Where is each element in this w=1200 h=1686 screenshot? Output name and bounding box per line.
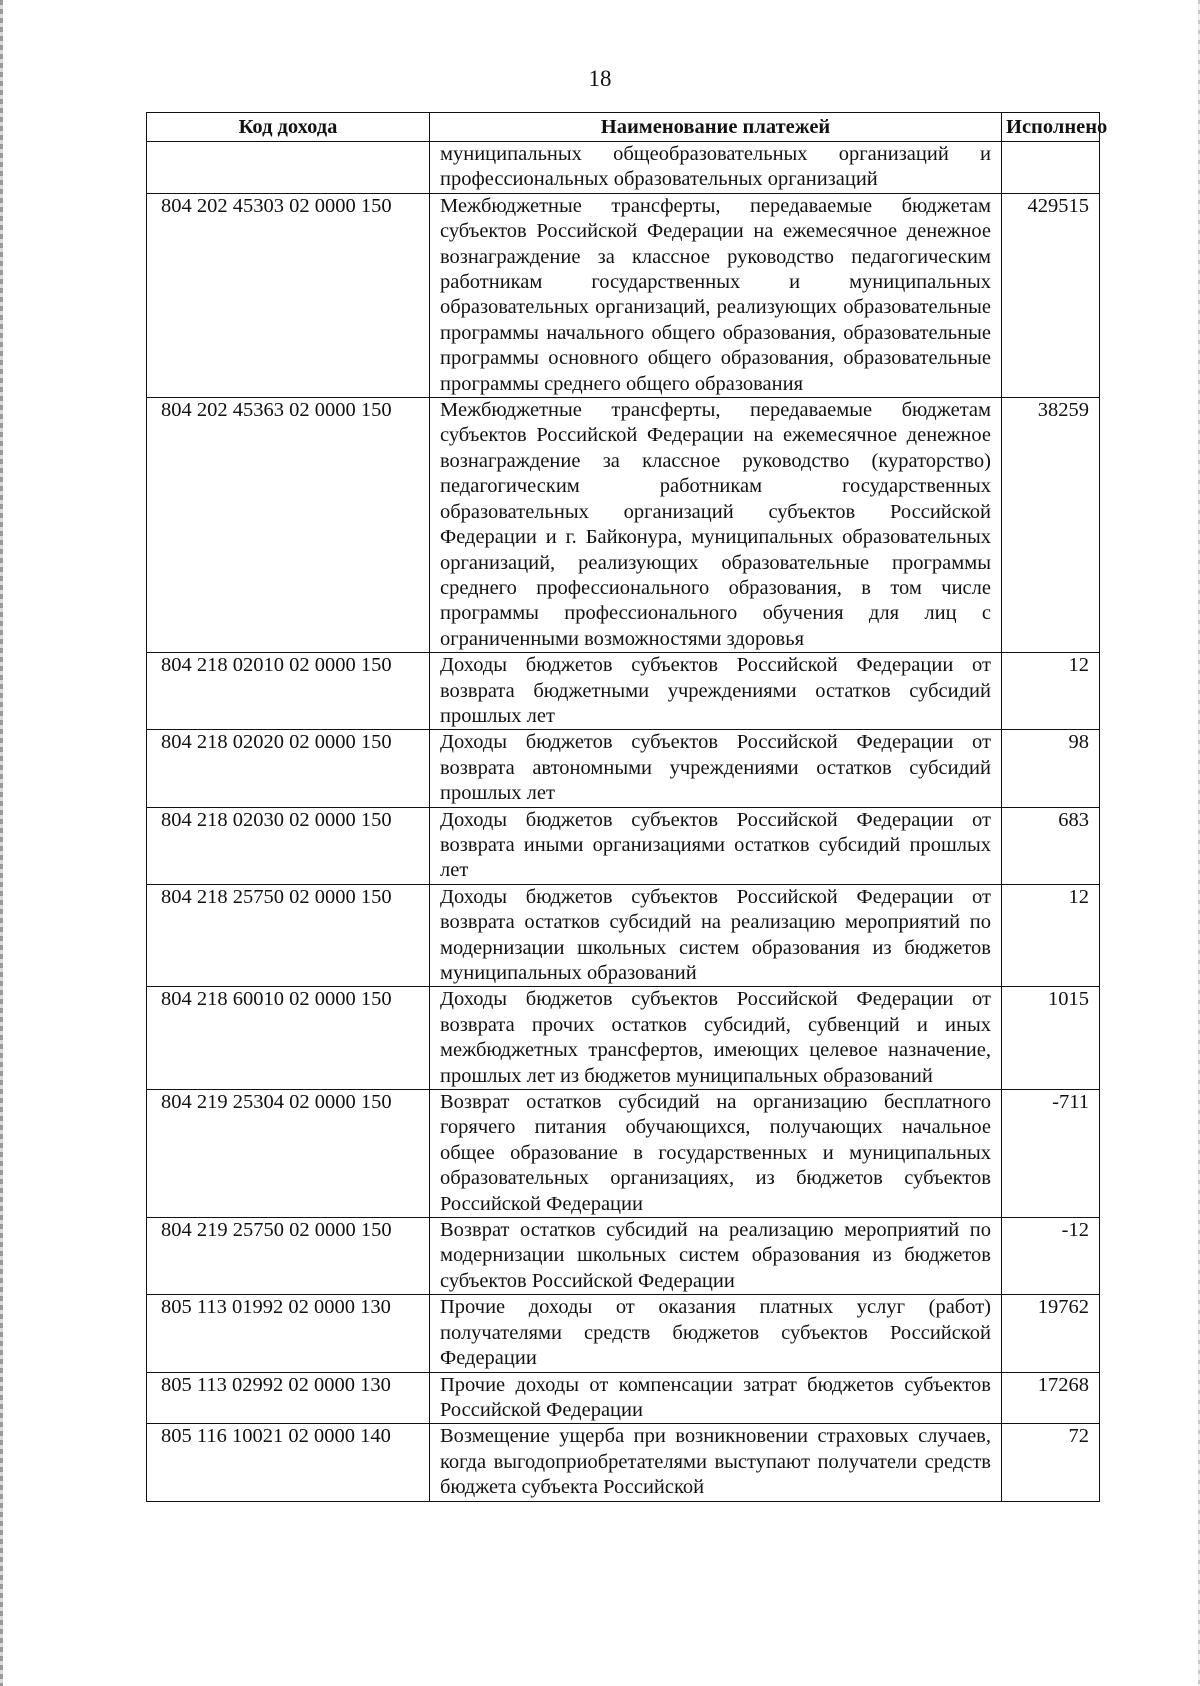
- table-row: [147, 1218, 1100, 1295]
- revenue-code: 804 219 25750 02 0000 150: [147, 1218, 430, 1295]
- executed-amount: -711: [1002, 1090, 1100, 1218]
- table-row: [147, 1424, 1100, 1501]
- executed-amount: [1002, 142, 1100, 194]
- payment-name: Прочие доходы от компенсации затрат бюджетов субъектов Российской Федерации: [430, 1372, 1002, 1424]
- revenue-code: 804 218 60010 02 0000 150: [147, 987, 430, 1090]
- payment-name: Доходы бюджетов субъектов Российской Федерации от возврата бюджетными учреждениями остатков субсидий прошлых лет: [430, 653, 1002, 730]
- header-row: [147, 113, 1100, 142]
- revenue-code: 805 116 10021 02 0000 140: [147, 1424, 430, 1501]
- table-body: [147, 142, 1100, 1502]
- revenue-code: [147, 142, 430, 194]
- table-row: [147, 653, 1100, 730]
- header-executed: Исполнено: [1002, 113, 1100, 142]
- payment-name: Прочие доходы от оказания платных услуг (работ) получателями средств бюджетов субъектов Российской Федерации: [430, 1295, 1002, 1372]
- table-row: [147, 1372, 1100, 1424]
- payment-name: Межбюджетные трансферты, передаваемые бюджетам субъектов Российской Федерации на ежемесячное денежное вознаграждение за классное руководство педагогическим работникам государственных и муниципальных образовательных организаций, реализующих образовательные программы начального общего образования, образовательные программы основного общего образования, образовательные программы среднего общего образования: [430, 193, 1002, 397]
- table-row: [147, 398, 1100, 653]
- revenue-code: 804 218 02020 02 0000 150: [147, 730, 430, 807]
- revenue-code: 804 218 02010 02 0000 150: [147, 653, 430, 730]
- table-row: [147, 142, 1100, 194]
- table-row: [147, 730, 1100, 807]
- executed-amount: 19762: [1002, 1295, 1100, 1372]
- payment-name: Доходы бюджетов субъектов Российской Федерации от возврата иными организациями остатков субсидий прошлых лет: [430, 807, 1002, 884]
- executed-amount: 17268: [1002, 1372, 1100, 1424]
- table-row: [147, 884, 1100, 987]
- payment-name: Возврат остатков субсидий на реализацию мероприятий по модернизации школьных систем образования из бюджетов субъектов Российской Федерации: [430, 1218, 1002, 1295]
- executed-amount: 429515: [1002, 193, 1100, 397]
- revenue-code: 805 113 02992 02 0000 130: [147, 1372, 430, 1424]
- revenue-code: 804 218 02030 02 0000 150: [147, 807, 430, 884]
- executed-amount: 72: [1002, 1424, 1100, 1501]
- header-name: Наименование платежей: [430, 113, 1002, 142]
- payment-name: Межбюджетные трансферты, передаваемые бюджетам субъектов Российской Федерации на ежемесячное денежное вознаграждение за классное руководство (кураторство) педагогическим работникам государственных образовательных организаций субъектов Российской Федерации и г. Байконура, муниципальных образовательных организаций, реализующих образовательные программы среднего профессионального образования, в том числе программы профессионального обучения для лиц с ограниченными возможностями здоровья: [430, 398, 1002, 653]
- table-row: [147, 193, 1100, 397]
- table-header: [147, 113, 1108, 142]
- revenue-code: 804 218 25750 02 0000 150: [147, 884, 430, 987]
- revenue-table: [146, 112, 1108, 1502]
- revenue-code: 804 202 45303 02 0000 150: [147, 193, 430, 397]
- revenue-code: 804 219 25304 02 0000 150: [147, 1090, 430, 1218]
- revenue-code: 804 202 45363 02 0000 150: [147, 398, 430, 653]
- payment-name: Возмещение ущерба при возникновении страховых случаев, когда выгодоприобретателями выступают получатели средств бюджета субъекта Российской: [430, 1424, 1002, 1501]
- payment-name: Доходы бюджетов субъектов Российской Федерации от возврата автономными учреждениями остатков субсидий прошлых лет: [430, 730, 1002, 807]
- executed-amount: 98: [1002, 730, 1100, 807]
- executed-amount: 38259: [1002, 398, 1100, 653]
- payment-name: Доходы бюджетов субъектов Российской Федерации от возврата остатков субсидий на реализацию мероприятий по модернизации школьных систем образования из бюджетов муниципальных образований: [430, 884, 1002, 987]
- header-code: Код дохода: [147, 113, 430, 142]
- page-number: 18: [588, 66, 612, 91]
- table-row: [147, 1295, 1100, 1372]
- payment-name: Возврат остатков субсидий на организацию бесплатного горячего питания обучающихся, получающих начальное общее образование в государственных и муниципальных образовательных организациях, из бюджетов субъектов Российской Федерации: [430, 1090, 1002, 1218]
- payment-name: муниципальных общеобразовательных организаций и профессиональных образовательных организаций: [430, 142, 1002, 194]
- executed-amount: -12: [1002, 1218, 1100, 1295]
- revenue-code: 805 113 01992 02 0000 130: [147, 1295, 430, 1372]
- executed-amount: 12: [1002, 653, 1100, 730]
- executed-amount: 12: [1002, 884, 1100, 987]
- table-row: [147, 987, 1100, 1090]
- table-row: [147, 807, 1100, 884]
- table-row: [147, 1090, 1100, 1218]
- executed-amount: 683: [1002, 807, 1100, 884]
- scan-edge-left: [0, 0, 3, 1686]
- payment-name: Доходы бюджетов субъектов Российской Федерации от возврата прочих остатков субсидий, субвенций и иных межбюджетных трансфертов, имеющих целевое назначение, прошлых лет из бюджетов муниципальных образований: [430, 987, 1002, 1090]
- executed-amount: 1015: [1002, 987, 1100, 1090]
